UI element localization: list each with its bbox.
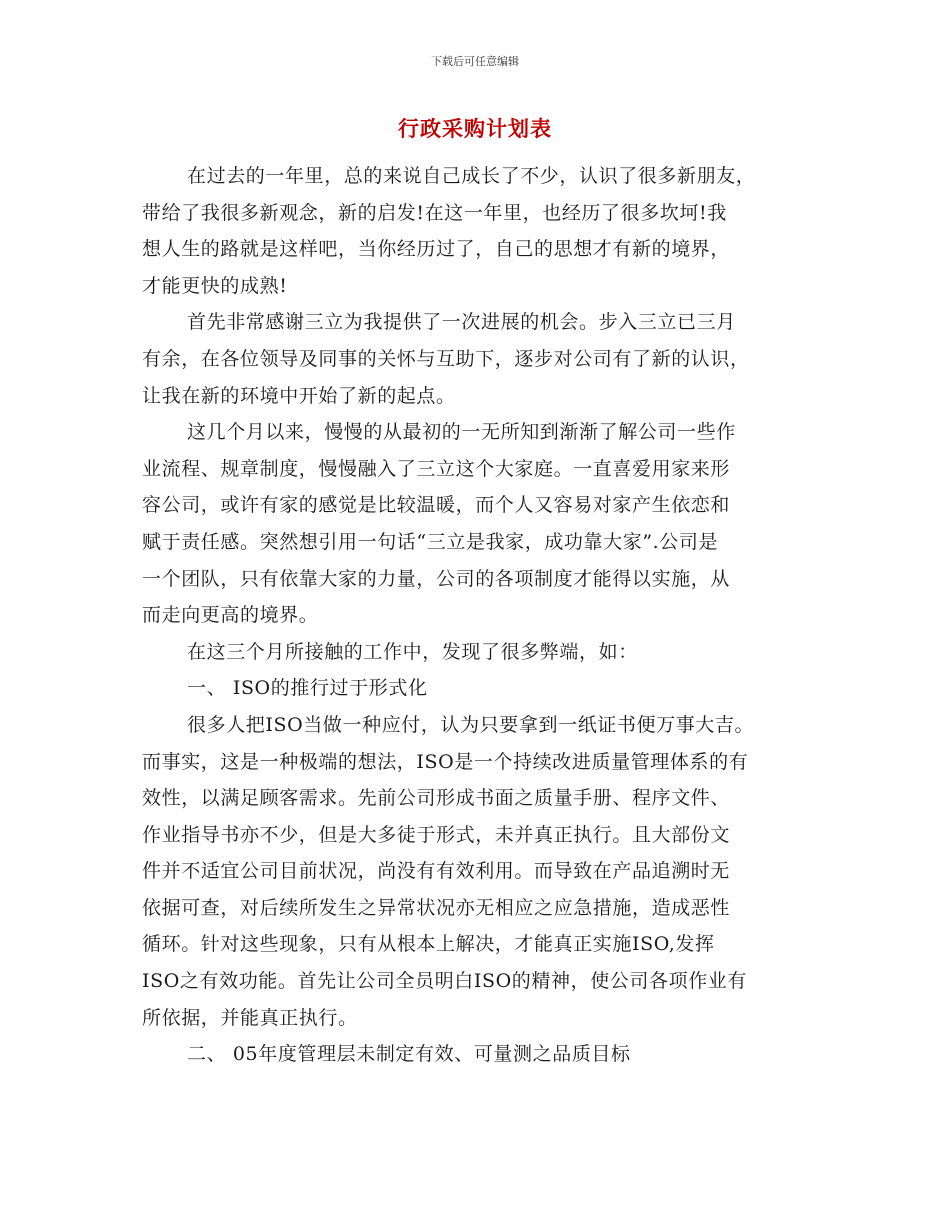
text-line: 容公司，或许有家的感觉是比较温暖，而个人又容易对家产生依恋和 [142,494,731,517]
text-line: 首先非常感谢三立为我提供了一次进展的机会。步入三立已三月 [187,311,736,334]
text-line: 所依据，并能真正执行。 [142,1006,358,1029]
text-line: 赋于责任感。突然想引用一句话“三立是我家，成功靠大家”.公司是 [142,530,719,553]
text-line: 业流程、规章制度，慢慢融入了三立这个大家庭。一直喜爱用家来形 [142,457,731,480]
text-line: 才能更快的成熟! [142,274,288,297]
text-line: 让我在新的环境中开始了新的起点。 [142,384,456,407]
text-line: 而走向更高的境界。 [142,604,319,627]
text-line: ISO之有效功能。首先让公司全员明白ISO的精神，使公司各项作业有 [142,970,747,993]
text-line: 作业指导书亦不少，但是大多徒于形式，未并真正执行。且大部份文 [142,823,731,846]
text-line: 而事实，这是一种极端的想法，ISO是一个持续改进质量管理体系的有 [142,750,749,773]
text-line: 二、 05年度管理层未制定有效、可量测之品质目标 [187,1043,631,1066]
header-note: 下载后可任意编辑 [431,55,519,68]
text-line: 一、 ISO的推行过于形式化 [187,677,428,700]
document-body [142,158,810,1073]
text-line: 在这三个月所接触的工作中，发现了很多弊端，如： [187,640,638,663]
text-line: 在过去的一年里，总的来说自己成长了不少，认识了很多新朋友， [187,165,756,187]
text-line: 有余，在各位领导及同事的关怀与互助下，逐步对公司有了新的认识， [142,347,750,370]
text-line: 依据可查，对后续所发生之异常状况亦无相应之应急措施，造成恶性 [142,896,731,919]
text-line: 想人生的路就是这样吧，当你经历过了，自己的思想才有新的境界， [142,238,731,261]
text-line: 件并不适宜公司目前状况，尚没有有效利用。而导致在产品追溯时无 [142,860,731,883]
text-line: 很多人把ISO当做一种应付，认为只要拿到一纸证书便万事大吉。 [187,713,755,736]
text-line: 这几个月以来，慢慢的从最初的一无所知到渐渐了解公司一些作 [187,421,736,444]
text-line: 效性，以满足顾客需求。先前公司形成书面之质量手册、程序文件、 [142,787,731,810]
document-title: 行政采购计划表 [398,117,552,141]
text-line: 带给了我很多新观念，新的启发!在这一年里，也经历了很多坎坷!我 [142,201,727,224]
text-line: 一个团队，只有依靠大家的力量，公司的各项制度才能得以实施，从 [142,567,731,590]
text-line: 循环。针对这些现象，只有从根本上解决，才能真正实施ISO,发挥 [142,933,715,956]
